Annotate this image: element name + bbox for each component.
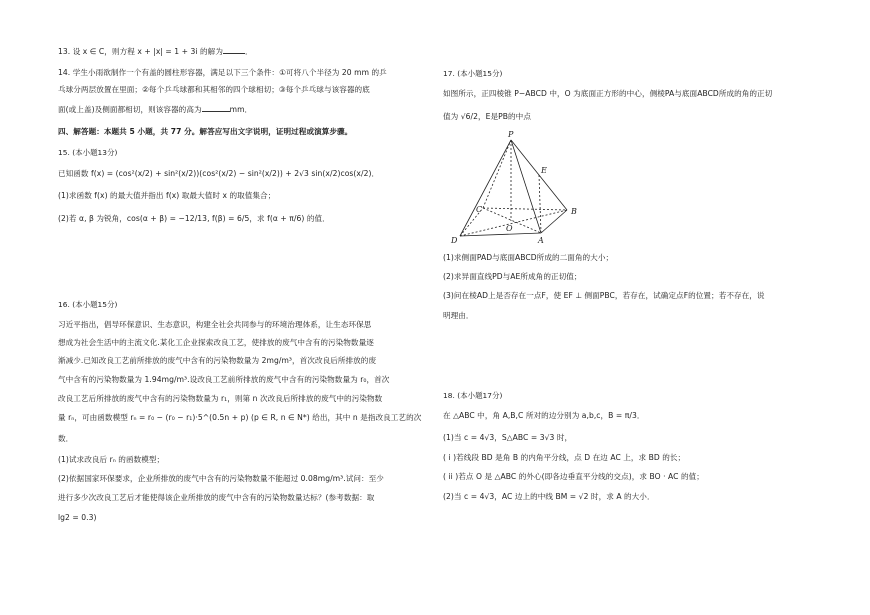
question-13-text: 13. 设 x ∈ C，则方程 x + |x| = 1 + 3i 的解为 [58,47,223,56]
question-15-given: 已知函数 f(x) = (cos²(x/2) + sin²(x/2))(cos²(x/2) − sin²(x/2)) + 2√3 sin(x/2)cos(x/2)． [58,169,380,178]
question-14-unit: mm． [229,105,253,114]
question-13 [58,46,253,57]
question-16-line-2: 想成为社会生活中的主流文化.某化工企业探索改良工艺，使排放的废气中含有的污染物数量逐 [58,338,374,347]
question-14-line-1: 14. 学生小雨欲制作一个有盖的圆柱形容器，满足以下三个条件：①可将八个半径为 20 mm 的乒 [58,68,387,77]
edge-PA [511,140,541,233]
question-14-line-3 [58,104,252,115]
question-18-part-1-i: ( i )若线段 BD 是角 B 的内角平分线，点 D 在边 AC 上，求 BD 的长； [443,453,686,462]
question-16-line-4: 气中含有的污染物数量为 1.94mg/m³.设改良工艺前所排放的废气中含有的污染物数量为 r₀，首次 [58,375,390,384]
question-16-line-7: 数． [58,434,74,443]
question-18-given: 在 △ABC 中，角 A,B,C 所对的边分别为 a,b,c，B = π/3． [443,411,645,420]
label-E: E [541,166,547,175]
edge-PB [511,140,567,210]
answer-blank [202,104,230,112]
question-14-line-2: 乓球分两层放置在里面；②每个乒乓球都和其相邻的四个球相切；③每个乒乓球与该容器的底 [58,85,370,94]
question-17-line-1: 如图所示，正四棱锥 P−ABCD 中，O 为底面正方形的中心，侧棱PA与底面ABCD所成的角的正切 [443,89,773,98]
question-17-part-1: (1)求侧面PAD与底面ABCD所成的二面角的大小； [443,253,614,262]
label-O: O [506,224,513,233]
question-18-part-2: (2)当 c = 4√3，AC 边上的中线 BM = √2 时，求 A 的大小． [443,492,655,501]
question-15-heading: 15. (本小题13分) [58,148,118,157]
question-16-line-3: 渐减少.已知改良工艺前所排放的废气中含有的污染物数量为 2mg/m³，首次改良后所排放的废 [58,356,377,365]
label-D: D [451,236,458,245]
question-16-heading: 16. (本小题15分) [58,300,118,309]
edge-PD [460,140,511,236]
question-17-part-2: (2)求异面直线PD与AE所成角的正切值； [443,272,582,281]
question-18-heading: 18. (本小题17分) [443,391,503,400]
question-16-line-5: 改良工艺后所排放的废气中含有的污染物数量为 r₁，则第 n 次改良后所排放的废气中的污染物数 [58,394,383,403]
label-B: B [571,207,577,216]
edge-PC [483,140,511,208]
question-16-part-2-line-1: (2)依据国家环保要求，企业所排放的废气中含有的污染物数量不能超过 0.08mg/m³.试问：至少 [58,474,384,483]
question-14-text: 面(或上盖)及侧面都相切，则该容器的高为 [58,105,202,114]
label-C: C [476,205,483,214]
answer-blank [223,46,245,54]
question-16-line-1: 习近平指出，倡导环保意识、生态意识，构建全社会共同参与的环境治理体系，让生态环保思 [58,320,372,329]
question-17-part-3-line-2: 明理由． [443,311,474,320]
question-17-line-2: 值为 √6/2，E是PB的中点 [443,112,531,121]
question-15-part-1: (1)求函数 f(x) 的最大值并指出 f(x) 取最大值时 x 的取值集合； [58,191,276,200]
question-13-end: ． [244,47,253,56]
label-P: P [508,130,514,139]
question-16-part-1: (1)试求改良后 rₙ 的函数模型； [58,455,165,464]
question-18-part-1: (1)当 c = 4√3，S△ABC = 3√3 时， [443,433,573,442]
question-15-part-2: (2)若 α, β 为锐角，cos(α + β) = −12/13, f(β) = 6/5，求 f(α + π/6) 的值． [58,214,330,223]
label-A: A [538,236,544,245]
segment-AE [539,175,541,233]
question-17-part-3-line-1: (3)问在棱AD上是否存在一点F，使 EF ⊥ 侧面PBC，若存在，试确定点F的位置；若不存在，说 [443,291,765,300]
section-four-heading: 四、解答题：本题共 5 小题，共 77 分。解答应写出文字说明，证明过程或演算步骤。 [58,127,353,136]
edge-CB [483,208,567,210]
pyramid-figure [443,128,593,248]
question-16-line-6: 量 rₙ，可由函数模型 rₙ = r₀ − (r₀ − r₁)·5^(0.5n + p) (p ∈ R, n ∈ N*) 给出，其中 n 是指改良工艺的次 [58,413,422,422]
question-16-part-2-line-2: 进行多少次改良工艺后才能使得该企业所排放的废气中含有的污染物数量达标？(参考数据：取 [58,493,375,502]
question-17-heading: 17. (本小题15分) [443,69,503,78]
question-18-part-1-ii: ( ii )若点 O 是 △ABC 的外心(即各边垂直平分线的交点)，求 BO · AC 的值； [443,472,704,481]
question-16-part-2-line-3: lg2 = 0.3) [58,513,97,522]
